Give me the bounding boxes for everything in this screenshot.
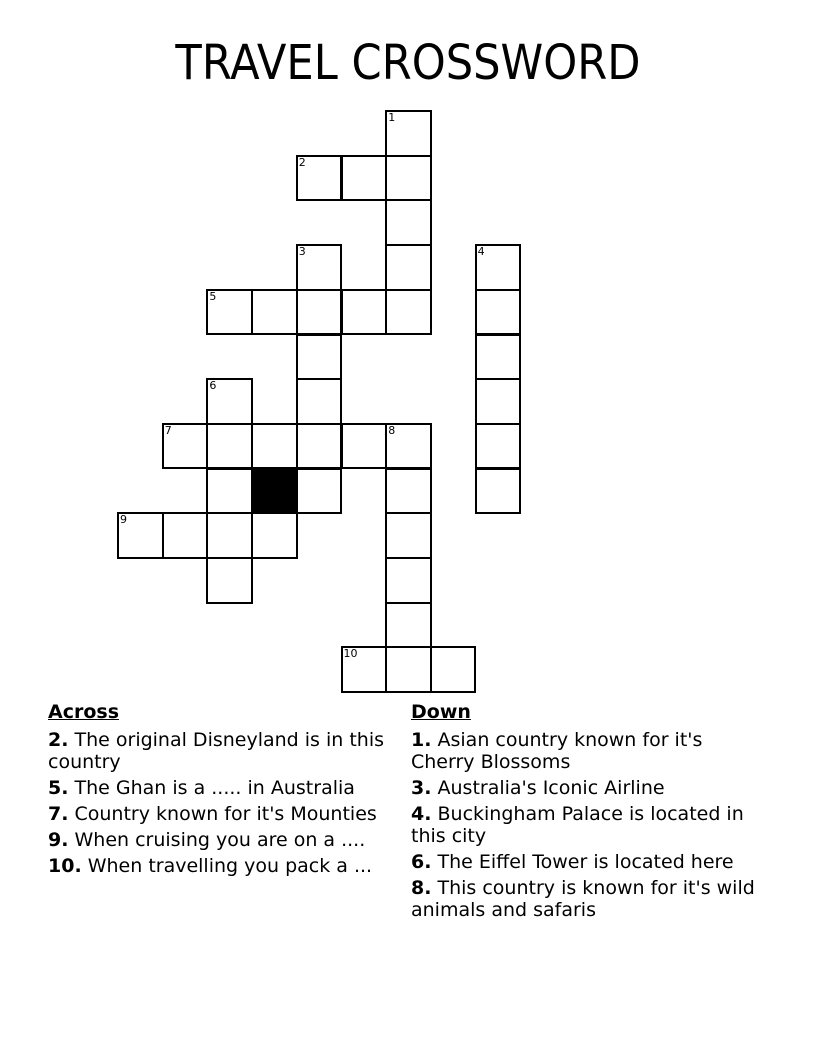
grid-cell[interactable] [385,468,432,515]
grid-cell[interactable] [475,244,522,291]
grid-cell[interactable] [206,378,253,425]
clue-across-2 [48,729,393,773]
clue-number: 1. [411,729,432,751]
down-clue-list [411,729,756,921]
grid-cell[interactable] [296,155,343,202]
clue-text: The Eiffel Tower is located here [437,851,734,873]
grid-cell[interactable] [162,423,209,470]
cell-number: 2 [298,155,306,169]
grid-cell[interactable] [385,244,432,291]
grid-cell[interactable] [117,512,164,559]
grid-cell[interactable] [296,334,343,381]
grid-cell[interactable] [475,468,522,515]
clue-text: When travelling you pack a ... [87,855,373,877]
clue-text: When cruising you are on a .... [74,829,366,851]
clue-number: 3. [411,777,432,799]
clue-text: Australia's Iconic Airline [437,777,665,799]
down-clues [411,700,756,925]
grid-cell[interactable] [430,646,477,693]
grid-cell[interactable] [475,378,522,425]
clue-down-6 [411,851,756,873]
grid-cell[interactable] [251,512,298,559]
cell-number: 8 [388,423,396,437]
grid-cell[interactable] [296,378,343,425]
cell-number: 10 [343,647,358,661]
grid-cell[interactable] [206,423,253,470]
clue-number: 10. [48,855,82,877]
clue-across-7 [48,803,393,825]
cell-number: 9 [120,513,127,527]
grid-cell[interactable] [475,289,522,336]
down-heading: Down [411,701,471,723]
grid-cell[interactable] [162,512,209,559]
grid-cell[interactable] [341,289,388,336]
clue-down-1 [411,729,756,773]
cell-number: 7 [164,423,172,437]
grid-cell[interactable] [206,512,253,559]
grid-cell-blocked [251,468,298,515]
grid-cell[interactable] [385,423,432,470]
clue-text: Country known for it's Mounties [74,803,377,825]
grid-cell[interactable] [251,423,298,470]
clue-text: This country is known for it's wild animals and safaris [411,877,755,921]
grid-cell[interactable] [206,289,253,336]
cell-number: 6 [209,379,217,393]
grid-cell[interactable] [385,512,432,559]
across-clue-list [48,729,393,877]
clue-text: Buckingham Palace is located in this city [411,803,744,847]
clue-number: 5. [48,777,69,799]
grid-cell[interactable] [475,334,522,381]
grid-cell[interactable] [341,155,388,202]
clue-across-10 [48,855,393,877]
page-title: TRAVEL CROSSWORD [175,35,641,91]
clue-number: 2. [48,729,69,751]
across-heading: Across [48,701,120,723]
clue-text: The Ghan is a ..... in Australia [74,777,355,799]
clue-text: The original Disneyland is in this country [48,729,385,773]
grid-cell[interactable] [385,646,432,693]
grid-cell[interactable] [296,468,343,515]
grid-cell[interactable] [251,289,298,336]
grid-cell[interactable] [341,646,388,693]
clue-number: 4. [411,803,432,825]
grid-cell[interactable] [475,423,522,470]
clue-down-8 [411,877,756,921]
grid-cell[interactable] [206,468,253,515]
grid-cell[interactable] [385,155,432,202]
grid-cell[interactable] [385,602,432,649]
clue-number: 8. [411,877,432,899]
cell-number: 5 [209,289,217,303]
cell-number: 1 [388,111,396,124]
grid-cell[interactable] [385,289,432,336]
clue-number: 9. [48,829,69,851]
cell-number: 4 [477,245,485,259]
clue-down-4 [411,803,756,847]
grid-cell[interactable] [206,557,253,604]
clue-down-3 [411,777,756,799]
clue-text: Asian country known for it's Cherry Blossoms [411,729,703,773]
clue-number: 7. [48,803,69,825]
across-clues [48,700,393,881]
cell-number: 3 [298,245,306,259]
grid-cell[interactable] [296,244,343,291]
grid-cell[interactable] [385,557,432,604]
crossword-grid [117,110,485,692]
grid-cell[interactable] [296,423,343,470]
grid-cell[interactable] [296,289,343,336]
grid-cell[interactable] [341,423,388,470]
clue-across-9 [48,829,393,851]
grid-cell[interactable] [385,110,432,157]
clue-number: 6. [411,851,432,873]
grid-cell[interactable] [385,199,432,246]
clue-across-5 [48,777,393,799]
